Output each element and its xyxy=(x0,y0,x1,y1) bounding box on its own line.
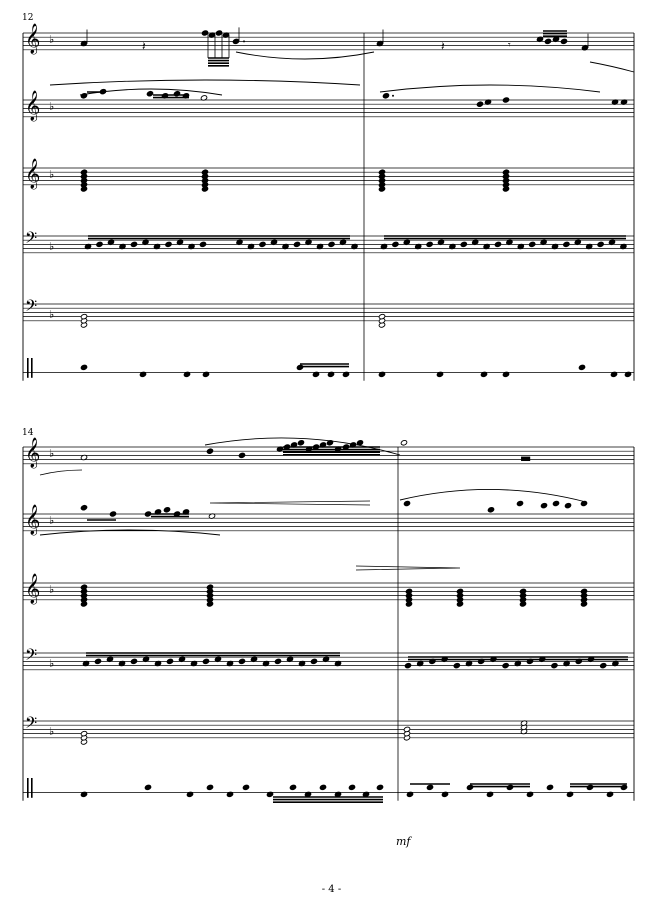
bass-clef-icon: 𝄢 xyxy=(25,297,38,319)
notehead xyxy=(403,500,410,506)
notehead xyxy=(376,784,383,790)
notehead xyxy=(163,507,170,513)
treble-clef-icon: 𝄞 xyxy=(25,574,41,604)
notehead xyxy=(597,241,604,247)
notehead xyxy=(130,241,137,247)
notehead xyxy=(502,663,509,669)
notehead xyxy=(144,511,151,517)
bass-clef-icon: 𝄢 xyxy=(25,714,38,736)
key-signature-flat-icon: ♭ xyxy=(49,725,55,738)
notehead xyxy=(392,241,399,247)
notehead xyxy=(551,663,558,669)
notehead xyxy=(600,663,607,669)
notehead xyxy=(502,97,509,103)
notehead xyxy=(259,241,266,247)
slur xyxy=(590,62,634,72)
notehead xyxy=(144,784,151,790)
dot xyxy=(392,95,394,97)
bass-clef-icon: 𝄢 xyxy=(25,646,38,668)
staff-3 xyxy=(23,158,634,190)
key-signature-flat-icon: ♭ xyxy=(49,514,55,527)
key-signature-flat-icon: ♭ xyxy=(49,308,55,321)
notehead xyxy=(173,91,180,97)
key-signature-flat-icon: ♭ xyxy=(49,100,55,113)
whole-rest-icon: ▬ xyxy=(520,451,532,465)
crescendo-hairpin xyxy=(210,501,370,505)
measure-number-14: 14 xyxy=(22,428,34,438)
notehead xyxy=(80,505,87,511)
notehead xyxy=(96,241,103,247)
dynamic-marking: mf xyxy=(396,835,411,848)
notehead xyxy=(215,30,222,36)
notehead xyxy=(578,364,585,370)
notehead xyxy=(202,658,209,664)
key-signature-flat-icon: ♭ xyxy=(49,33,55,46)
notehead xyxy=(238,452,245,458)
notehead xyxy=(348,784,355,790)
tie xyxy=(40,470,82,475)
rest-icon: 𝄽 xyxy=(142,39,146,53)
measure-number-12: 12 xyxy=(22,13,34,23)
notehead xyxy=(460,241,467,247)
staff-3 xyxy=(23,573,634,605)
notehead xyxy=(400,440,407,446)
notehead xyxy=(620,784,627,790)
notehead xyxy=(328,241,335,247)
dot xyxy=(243,40,245,42)
percussion-clef xyxy=(31,358,33,378)
notehead xyxy=(476,101,483,107)
notehead xyxy=(206,448,213,454)
notehead xyxy=(166,658,173,664)
notehead xyxy=(382,93,389,99)
bass-clef-icon: 𝄢 xyxy=(25,229,38,251)
treble-clef-icon: 𝄞 xyxy=(25,438,41,468)
notehead xyxy=(297,440,304,446)
notehead xyxy=(404,663,411,669)
notehead xyxy=(165,241,172,247)
notehead xyxy=(201,30,208,36)
notehead xyxy=(310,658,317,664)
notehead xyxy=(540,503,547,509)
treble-clef-icon: 𝄞 xyxy=(25,159,41,189)
notehead xyxy=(516,500,523,506)
notehead xyxy=(232,38,239,44)
key-signature-flat-icon: ♭ xyxy=(49,657,55,670)
system-measures-12-13 xyxy=(23,23,634,381)
notehead xyxy=(426,784,433,790)
notehead xyxy=(560,38,567,44)
key-signature-flat-icon: ♭ xyxy=(49,240,55,253)
slur xyxy=(236,52,374,59)
eighth-rest-icon: 𝄾 xyxy=(508,40,511,51)
notehead xyxy=(146,91,153,97)
notehead xyxy=(130,658,137,664)
notehead xyxy=(506,784,513,790)
page-number: - 4 - xyxy=(321,884,342,895)
notehead xyxy=(546,784,553,790)
notehead xyxy=(466,784,473,790)
percussion-clef xyxy=(27,778,29,798)
slur xyxy=(400,489,586,502)
notehead xyxy=(319,784,326,790)
diminuendo-hairpin xyxy=(356,566,460,570)
notehead xyxy=(238,658,245,664)
treble-clef-icon: 𝄞 xyxy=(25,91,41,121)
notehead xyxy=(487,507,494,513)
key-signature-flat-icon: ♭ xyxy=(49,447,55,460)
notehead xyxy=(453,663,460,669)
key-signature-flat-icon: ♭ xyxy=(49,583,55,596)
slur xyxy=(50,80,360,85)
percussion-clef xyxy=(27,358,29,378)
treble-clef-icon: 𝄞 xyxy=(25,24,41,54)
notehead xyxy=(564,503,571,509)
notehead xyxy=(242,784,249,790)
key-signature-flat-icon: ♭ xyxy=(49,168,55,181)
notehead xyxy=(586,784,593,790)
notehead xyxy=(494,241,501,247)
notehead xyxy=(563,241,570,247)
slur xyxy=(380,85,600,92)
staff-5 xyxy=(23,297,634,321)
notehead xyxy=(529,241,536,247)
rest-icon: 𝄽 xyxy=(441,39,445,53)
percussion-clef xyxy=(31,778,33,798)
notehead xyxy=(289,784,296,790)
staff-6 xyxy=(23,778,634,798)
notehead xyxy=(206,784,213,790)
staff-2 xyxy=(23,90,634,122)
notehead xyxy=(80,364,87,370)
notehead xyxy=(94,658,101,664)
notehead xyxy=(552,500,559,506)
system-measures-14-15 xyxy=(23,437,634,802)
notehead xyxy=(199,241,206,247)
notehead xyxy=(426,241,433,247)
notehead xyxy=(293,241,300,247)
notehead xyxy=(274,658,281,664)
notehead xyxy=(109,511,116,517)
treble-clef-icon: 𝄞 xyxy=(25,505,41,535)
staff-5 xyxy=(23,714,634,738)
notehead xyxy=(544,38,551,44)
